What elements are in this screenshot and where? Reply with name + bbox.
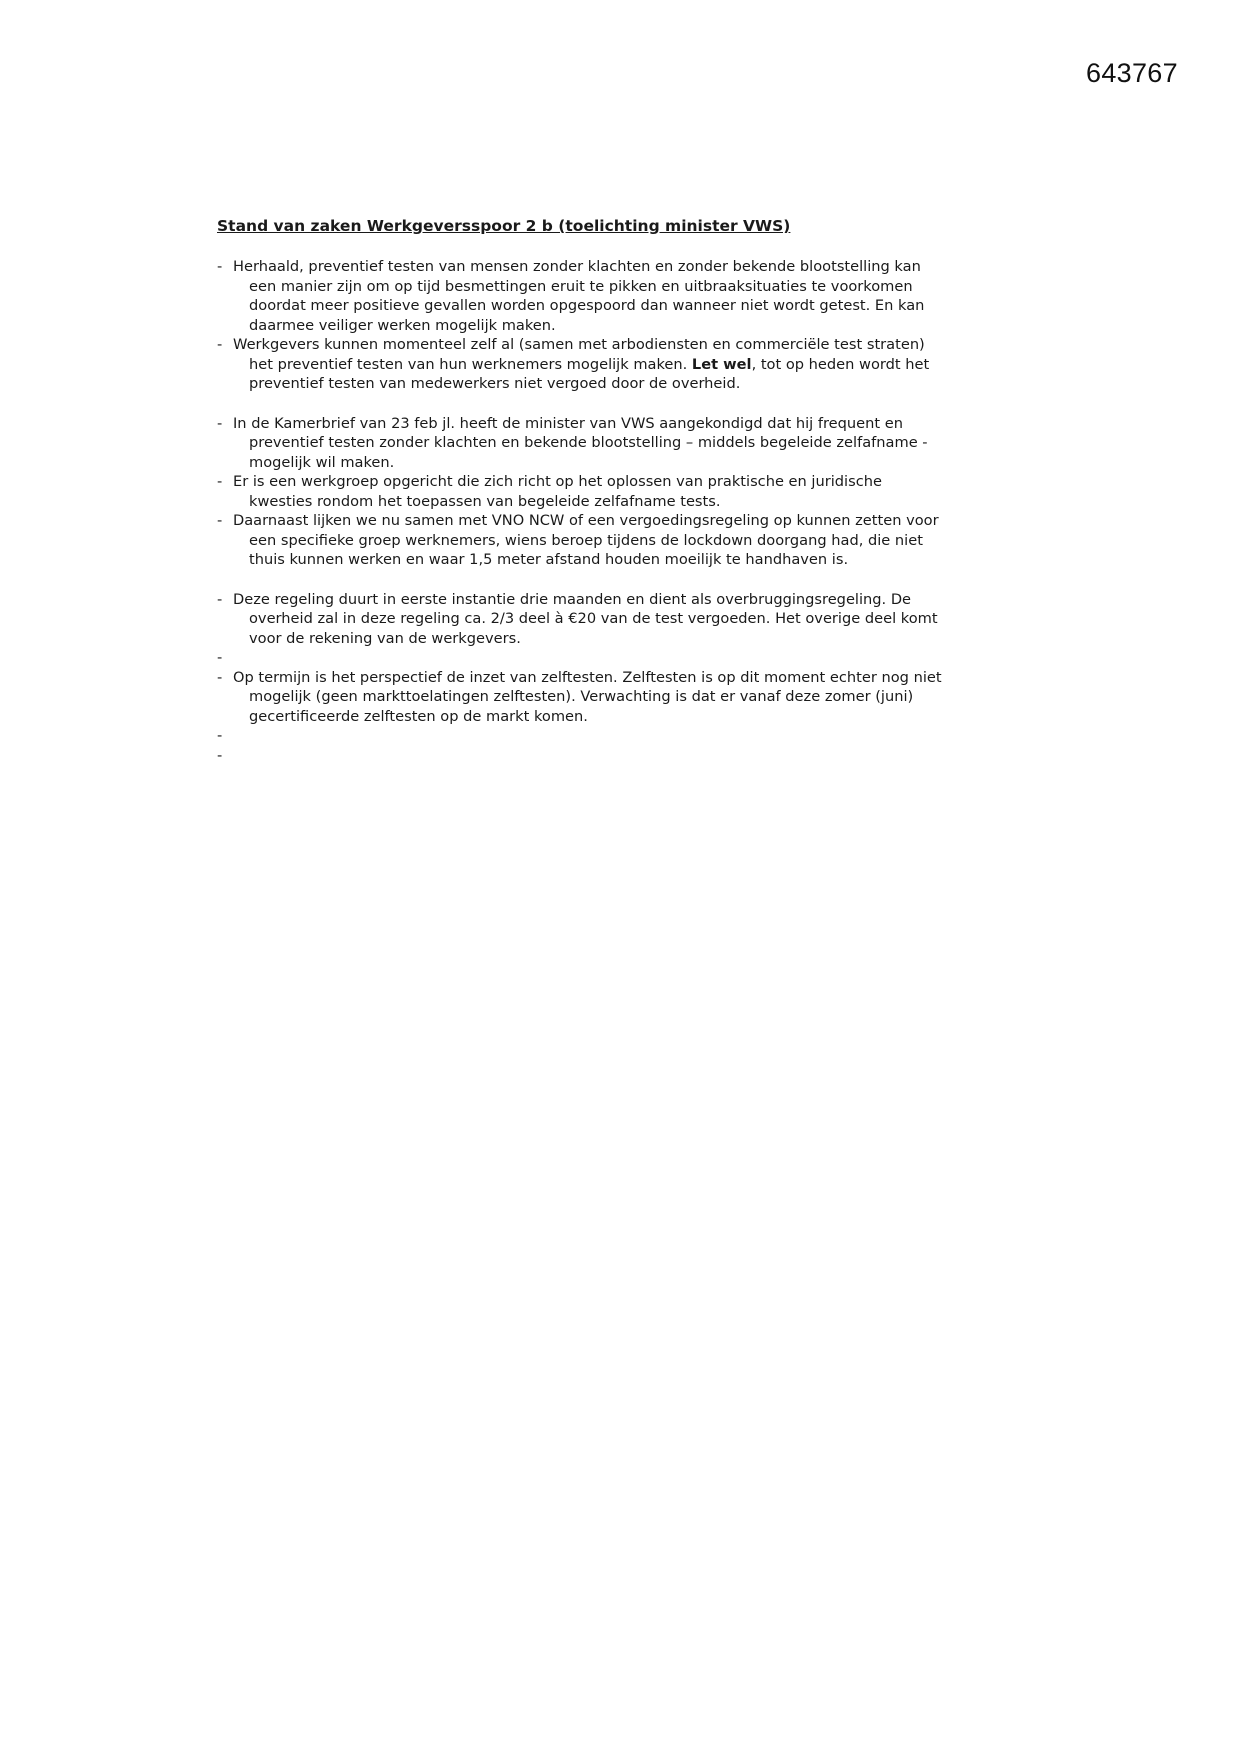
list-item — [217, 414, 1037, 473]
item-text-line: In de Kamerbrief van 23 feb jl. heeft de minister van VWS aangekondigd dat hij frequent en — [233, 414, 903, 432]
bullet-list — [217, 257, 1037, 765]
empty-list-item — [217, 648, 1037, 668]
item-text-line — [217, 355, 1037, 375]
item-text-line: voor de rekening van de werkgevers. — [249, 629, 521, 647]
item-text-line: mogelijk (geen markttoelatingen zelftesten). Verwachting is dat er vanaf deze zomer (juni) — [249, 688, 914, 705]
emphasis-text: Let wel — [691, 355, 752, 373]
item-text-line: Op termijn is het perspectief de inzet van zelftesten. Zelftesten is op dit moment echter nog niet — [233, 668, 942, 686]
item-text-line: overheid zal in deze regeling ca. 2/3 deel à €20 van de test vergoeden. Het overige deel komt — [249, 610, 938, 627]
item-text-line: kwesties rondom het toepassen van begeleide zelfafname tests. — [249, 492, 721, 510]
dash-bullet: - — [217, 258, 223, 275]
dash-bullet: - — [217, 649, 223, 666]
item-text-line: Herhaald, preventief testen van mensen zonder klachten en zonder bekende blootstelling kan — [233, 258, 921, 275]
item-text-line: preventief testen van medewerkers niet vergoed door de overheid. — [249, 375, 741, 392]
item-text-line: Werkgevers kunnen momenteel zelf al (samen met arbodiensten en commerciële test straten) — [233, 336, 925, 353]
item-text-line: doordat meer positieve gevallen worden opgespoord dan wanneer niet wordt getest. En kan — [249, 297, 925, 314]
dash-bullet: - — [217, 512, 223, 529]
item-text-line: gecertificeerde zelftesten op de markt komen. — [249, 707, 588, 725]
item-text-line: thuis kunnen werken en waar 1,5 meter afstand houden moeilijk te handhaven is. — [249, 551, 849, 568]
item-text-line: preventief testen zonder klachten en bekende blootstelling – middels begeleide zelfafname - — [249, 434, 928, 451]
dash-bullet: - — [217, 590, 223, 608]
document-number: 643767 — [1086, 58, 1178, 88]
list-item — [217, 668, 1037, 727]
dash-bullet: - — [217, 473, 223, 490]
dash-bullet: - — [217, 414, 223, 432]
list-item — [217, 335, 1037, 394]
empty-list-item — [217, 726, 1037, 746]
paragraph-gap — [217, 570, 1037, 590]
list-item — [217, 472, 1037, 511]
item-text-line: mogelijk wil maken. — [249, 453, 395, 471]
dash-bullet: - — [217, 746, 223, 764]
list-item — [217, 511, 1037, 570]
item-text-segment: , tot op heden wordt het — [751, 355, 930, 373]
item-text-line: een specifieke groep werknemers, wiens beroep tijdens de lockdown doorgang had, die niet — [249, 531, 923, 549]
item-text-segment: het preventief testen van hun werknemers mogelijk maken. — [249, 355, 692, 373]
list-item — [217, 590, 1037, 649]
item-text-line: Er is een werkgroep opgericht die zich richt op het oplossen van praktische en juridische — [233, 473, 882, 490]
item-text-line: Deze regeling duurt in eerste instantie drie maanden en dient als overbruggingsregeling. De — [233, 590, 912, 608]
dash-bullet: - — [217, 668, 223, 686]
paragraph-gap — [217, 394, 1037, 414]
dash-bullet: - — [217, 727, 223, 744]
list-item — [217, 257, 1037, 335]
item-text-line: een manier zijn om op tijd besmettingen eruit te pikken en uitbraaksituaties te voorkomen — [249, 277, 913, 295]
empty-list-item — [217, 746, 1037, 766]
document-body — [217, 216, 1037, 765]
dash-bullet: - — [217, 336, 223, 353]
item-text-line: Daarnaast lijken we nu samen met VNO NCW of een vergoedingsregeling op kunnen zetten voor — [233, 512, 939, 529]
item-text-line: daarmee veiliger werken mogelijk maken. — [249, 316, 556, 334]
document-title: Stand van zaken Werkgeversspoor 2 b (toelichting minister VWS) — [217, 217, 791, 235]
